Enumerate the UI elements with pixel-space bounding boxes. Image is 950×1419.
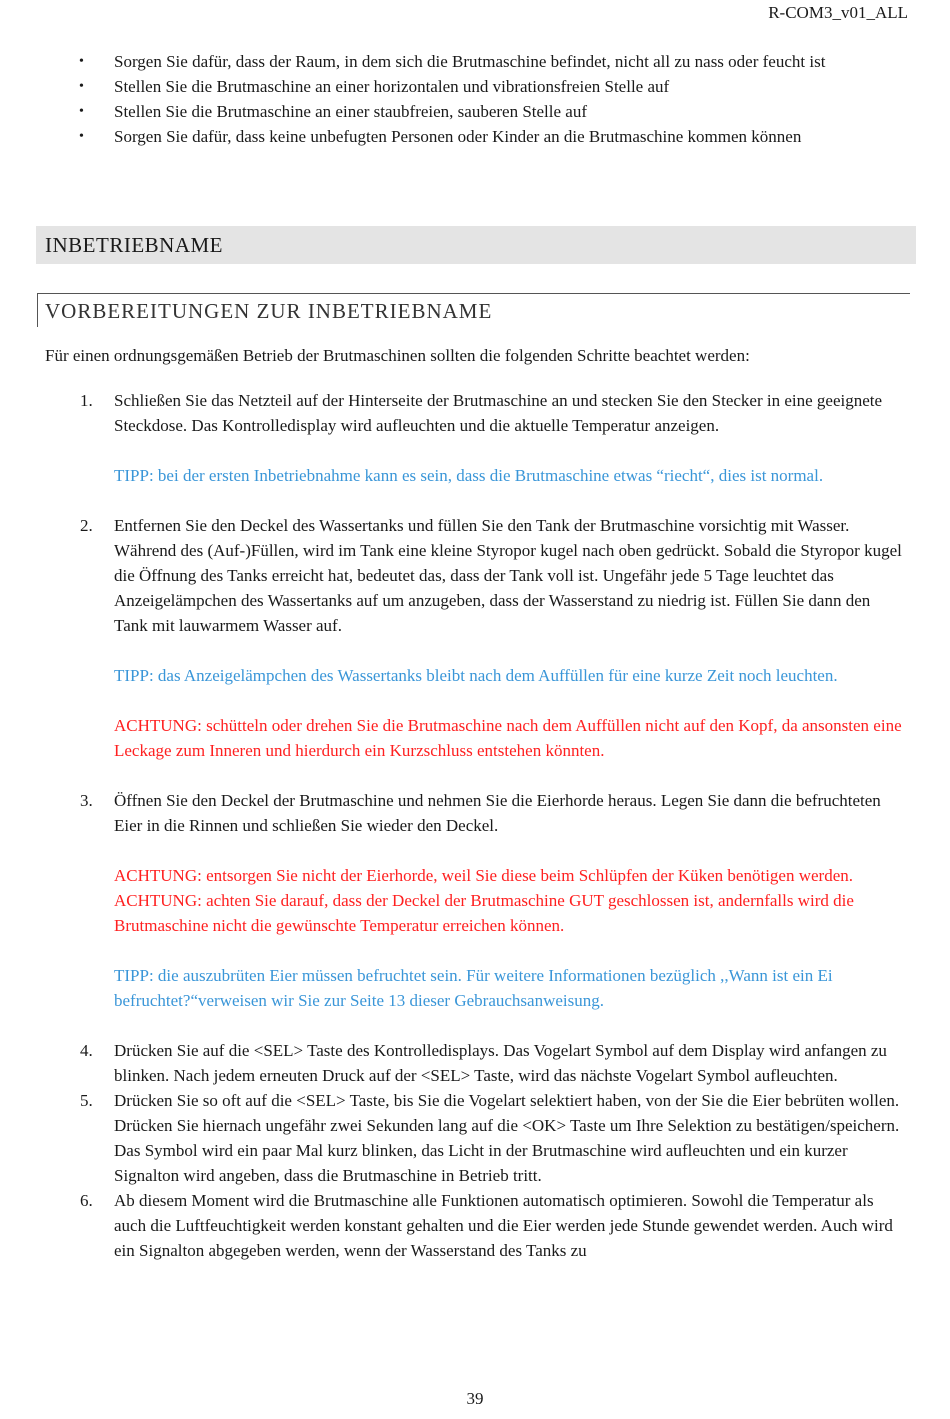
bullet-icon: • — [79, 129, 84, 144]
step-text: Öffnen Sie den Deckel der Brutmaschine und nehmen Sie die Eierhorde heraus. Legen Sie dann die befruchteten Eier in die Rinnen und schließen Sie wieder den Deckel. — [114, 791, 881, 835]
tip-note: TIPP: das Anzeigelämpchen des Wassertanks bleibt nach dem Auffüllen für eine kurze Zeit noch leuchten. — [114, 666, 838, 685]
step-text: Schließen Sie das Netzteil auf der Hinterseite der Brutmaschine an und stecken Sie den Stecker in eine geeignete Steckdose. Das Kontrolledisplay wird aufleuchten und die aktuelle Temperatur anzeigen. — [114, 391, 883, 435]
bullet-text: Stellen Sie die Brutmaschine an einer horizontalen und vibrationsfreien Stelle auf — [114, 77, 670, 96]
step-number: 1. — [80, 391, 93, 410]
list-item — [0, 74, 894, 99]
bullet-icon: • — [79, 104, 84, 119]
step-number: 6. — [80, 1191, 93, 1210]
step-4 — [0, 1038, 904, 1088]
warning-note: ACHTUNG: entsorgen Sie nicht der Eierhorde, weil Sie diese beim Schlüpfen der Küken benötigen werden. — [114, 866, 853, 885]
document-code: R-COM3_v01_ALL — [768, 3, 908, 22]
list-item — [0, 99, 894, 124]
tip-note: TIPP: die auszubrüten Eier müssen befruchtet sein. Für weitere Informationen bezüglich ,,Wann ist ein Ei befruchtet?“verweisen wir Sie zur Seite 13 dieser Gebrauchsanweisung. — [114, 966, 833, 1010]
warning-note: ACHTUNG: schütteln oder drehen Sie die Brutmaschine nach dem Auffüllen nicht auf den Kopf, da ansonsten eine Leckage zum Inneren und hierdurch ein Kurzschluss entstehen könnten. — [114, 716, 902, 760]
step-6 — [0, 1188, 904, 1263]
bullet-text: Stellen Sie die Brutmaschine an einer staubfreien, sauberen Stelle auf — [114, 102, 588, 121]
step-text: Entfernen Sie den Deckel des Wassertanks und füllen Sie den Tank der Brutmaschine vorsichtig mit Wasser. Während des (Auf-)Füllen, wird im Tank eine kleine Styropor kugel nach oben gedrückt. Sobald die Styropor kugel die Öffnung des Tanks erreicht hat, bedeutet das, dass der Tank voll ist. Ungefähr jede 5 Tage leuchtet das Anzeigelämpchen des Wassertanks auf um anzugeben, dass der Wasserstand zu niedrig ist. Füllen Sie dann den Tank mit lauwarmem Wasser auf. — [114, 516, 902, 635]
bullet-icon: • — [79, 54, 84, 69]
bullet-list — [0, 49, 950, 149]
steps-list — [0, 388, 950, 1263]
intro-paragraph: Für einen ordnungsgemäßen Betrieb der Brutmaschinen sollten die folgenden Schritte beachtet werden: — [45, 346, 750, 365]
step-text: Drücken Sie so oft auf die <SEL> Taste, bis Sie die Vogelart selektiert haben, von der Sie die Eier bebrüten wollen. Drücken Sie hiernach ungefähr zwei Sekunden lang auf die <OK> Taste um Ihre Selektion zu bestätigen/speichern. Das Symbol wird ein paar Mal kurz blinken, das Licht in der Brutmaschine wird aufleuchten und ein kurzer Signalton wird angeben, dass die Brutmaschine in Betrieb tritt. — [114, 1091, 900, 1185]
step-1 — [0, 388, 904, 488]
subsection-heading — [37, 293, 910, 327]
tip-note: TIPP: bei der ersten Inbetriebnahme kann es sein, dass die Brutmaschine etwas “riecht“, dies ist normal. — [114, 466, 824, 485]
list-item — [0, 49, 894, 74]
list-item — [0, 124, 894, 149]
step-2 — [0, 513, 904, 763]
page-number: 39 — [466, 1389, 484, 1408]
step-3 — [0, 788, 904, 1013]
step-5 — [0, 1088, 904, 1188]
bullet-text: Sorgen Sie dafür, dass der Raum, in dem sich die Brutmaschine befindet, nicht all zu nass oder feucht ist — [114, 52, 826, 71]
step-text: Drücken Sie auf die <SEL> Taste des Kontrolledisplays. Das Vogelart Symbol auf dem Display wird anfangen zu blinken. Nach jedem erneuten Druck auf der <SEL> Taste, wird das nächste Vogelart Symbol aufleuchten. — [114, 1041, 887, 1085]
subsection-title: VORBEREITUNGEN ZUR INBETRIEBNAME — [45, 299, 493, 323]
step-number: 2. — [80, 516, 93, 535]
section-heading — [36, 226, 916, 264]
step-number: 4. — [80, 1041, 93, 1060]
bullet-icon: • — [79, 79, 84, 94]
section-title: INBETRIEBNAME — [45, 233, 223, 257]
step-text: Ab diesem Moment wird die Brutmaschine alle Funktionen automatisch optimieren. Sowohl die Temperatur als auch die Luftfeuchtigkeit werden konstant gehalten und die Eier werden jede Stunde gewendet werden. Auch wird ein Signalton abgegeben werden, wenn der Wasserstand des Tanks zu — [114, 1191, 893, 1260]
step-number: 3. — [80, 791, 93, 810]
step-number: 5. — [80, 1091, 93, 1110]
bullet-text: Sorgen Sie dafür, dass keine unbefugten Personen oder Kinder an die Brutmaschine kommen können — [114, 127, 802, 146]
warning-note: ACHTUNG: achten Sie darauf, dass der Deckel der Brutmaschine GUT geschlossen ist, andernfalls wird die Brutmaschine nicht die gewünschte Temperatur erreichen können. — [114, 891, 854, 935]
